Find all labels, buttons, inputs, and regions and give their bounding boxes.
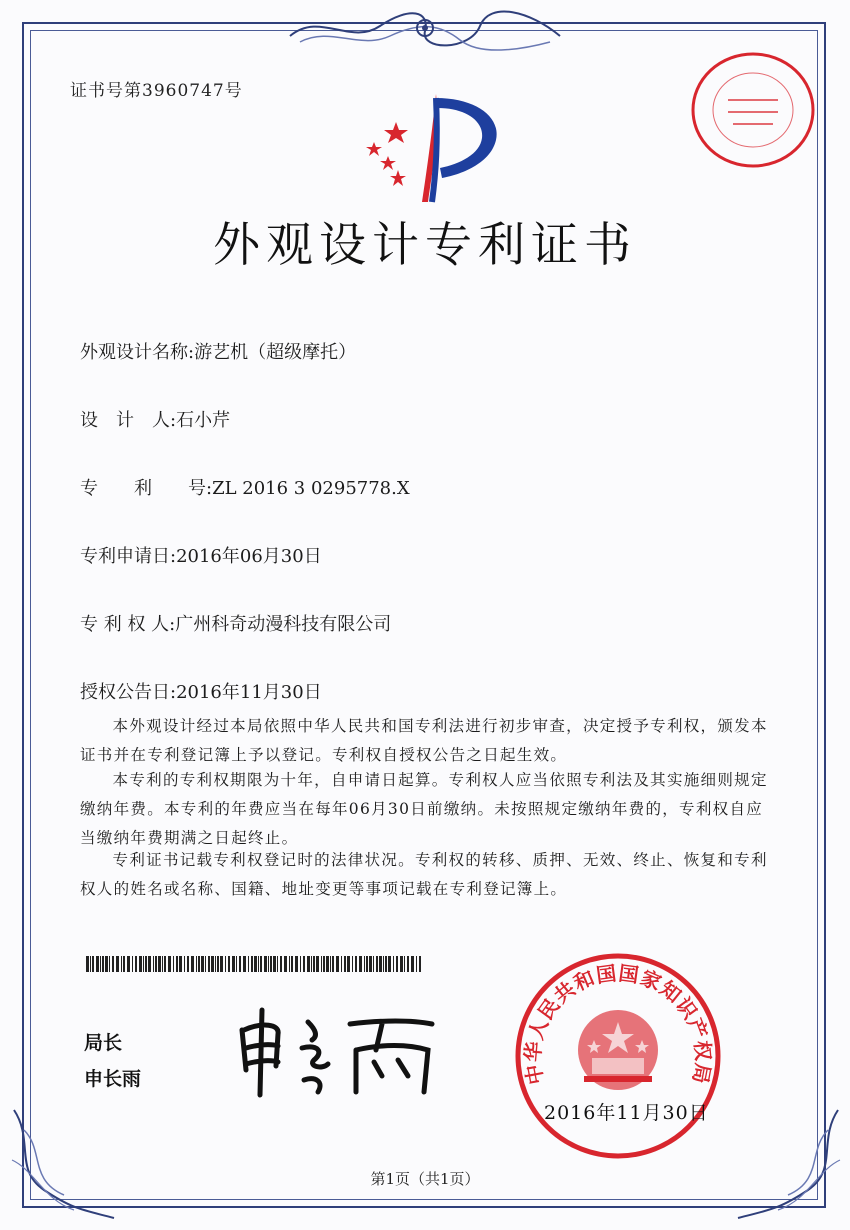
design-name-label: 外观设计名称: <box>80 342 195 363</box>
barcode-bar <box>258 956 259 972</box>
barcode-bar <box>145 956 147 972</box>
barcode-bar <box>379 956 382 972</box>
barcode-bar <box>366 956 368 972</box>
barcode-bar <box>121 956 122 972</box>
barcode-icon <box>86 956 426 972</box>
barcode-bar <box>109 956 110 972</box>
barcode-bar <box>139 956 142 972</box>
barcode-bar <box>105 956 108 972</box>
svg-text:中华人民共和国国家知识产权局: 中华人民共和国国家知识产权局 <box>520 960 716 1087</box>
barcode-bar <box>232 956 235 972</box>
barcode-bar <box>243 956 246 972</box>
barcode-bar <box>295 956 298 972</box>
page-indicator: 第1页（共1页） <box>370 1170 480 1188</box>
barcode-bar <box>96 956 99 972</box>
barcode-bar <box>373 956 374 972</box>
barcode-bar <box>236 956 237 972</box>
barcode-bar <box>419 956 421 972</box>
barcode-bar <box>135 956 137 972</box>
barcode-bar <box>148 956 151 972</box>
barcode-bar <box>220 956 223 972</box>
barcode-bar <box>196 956 197 972</box>
barcode-bar <box>100 956 101 972</box>
filing-date-field <box>80 542 322 568</box>
signatory-name: 申长雨 <box>84 1068 142 1090</box>
barcode-bar <box>191 956 194 972</box>
patent-number-label: 专 利 号: <box>80 478 213 499</box>
bottom-right-ornament-icon <box>730 1100 848 1226</box>
barcode-bar <box>273 956 276 972</box>
design-name-field <box>80 338 356 364</box>
barcode-bar <box>127 956 130 972</box>
barcode-bar <box>184 956 185 972</box>
barcode-bar <box>143 956 144 972</box>
barcode-bar <box>92 956 94 972</box>
barcode-bar <box>332 956 334 972</box>
barcode-bar <box>90 956 91 972</box>
barcode-bar <box>211 956 214 972</box>
barcode-bar <box>116 956 119 972</box>
barcode-bar <box>323 956 325 972</box>
agent-seal-icon <box>688 50 818 170</box>
barcode-bar <box>364 956 365 972</box>
barcode-bar <box>369 956 372 972</box>
barcode-bar <box>254 956 257 972</box>
barcode-bar <box>251 956 253 972</box>
barcode-bar <box>355 956 357 972</box>
barcode-bar <box>112 956 114 972</box>
patent-number-value: ZL 2016 3 0295778.X <box>212 478 410 499</box>
grant-date-label: 授权公告日: <box>80 682 177 703</box>
barcode-bar <box>400 956 403 972</box>
barcode-bar <box>198 956 200 972</box>
barcode-bar <box>388 956 391 972</box>
barcode-bar <box>123 956 125 972</box>
barcode-bar <box>153 956 154 972</box>
barcode-bar <box>268 956 269 972</box>
barcode-bar <box>284 956 287 972</box>
barcode-bar <box>155 956 157 972</box>
patentee-value: 广州科奇动漫科技有限公司 <box>175 614 392 635</box>
barcode-bar <box>313 956 315 972</box>
barcode-bar <box>225 956 226 972</box>
barcode-bar <box>248 956 249 972</box>
grant-date-field <box>80 678 322 704</box>
office-seal-icon <box>512 950 724 1162</box>
body-paragraph-3: 专利证书记载专利权登记时的法律状况。专利权的转移、质押、无效、终止、恢复和专利权人的姓名或名称、国籍、地址变更等事项记载在专利登记簿上。 <box>80 851 768 898</box>
barcode-bar <box>208 956 210 972</box>
barcode-bar <box>215 956 216 972</box>
barcode-bar <box>173 956 174 972</box>
top-ornament-icon <box>280 6 570 54</box>
barcode-bar <box>307 956 310 972</box>
certificate-number: 证书号第3960747号 <box>70 81 243 101</box>
barcode-bar <box>205 956 206 972</box>
barcode-bar <box>132 956 133 972</box>
barcode-bar <box>162 956 163 972</box>
barcode-bar <box>383 956 384 972</box>
barcode-bar <box>330 956 331 972</box>
certificate-title: 外观设计专利证书 <box>213 218 637 273</box>
barcode-bar <box>376 956 378 972</box>
design-name-value: 游艺机（超级摩托） <box>194 342 357 363</box>
barcode-bar <box>411 956 414 972</box>
barcode-bar <box>326 956 329 972</box>
patent-number-field <box>80 474 410 500</box>
body-paragraph-1: 本外观设计经过本局依照中华人民共和国专利法进行初步审查，决定授予专利权，颁发本证书并在专利登记簿上予以登记。专利权自授权公告之日起生效。 <box>80 717 768 764</box>
barcode-bar <box>396 956 398 972</box>
barcode-bar <box>289 956 290 972</box>
designer-label: 设 计 人: <box>80 410 177 431</box>
barcode-bar <box>158 956 161 972</box>
barcode-bar <box>277 956 278 972</box>
barcode-bar <box>86 956 89 972</box>
seal-date: 2016年11月30日 <box>544 1102 709 1124</box>
barcode-bar <box>291 956 293 972</box>
patentee-label: 专 利 权 人: <box>80 614 176 635</box>
barcode-bar <box>385 956 387 972</box>
barcode-bar <box>217 956 219 972</box>
bottom-left-ornament-icon <box>4 1100 124 1226</box>
barcode-bar <box>300 956 301 972</box>
barcode-bar <box>264 956 267 972</box>
designer-field <box>80 406 230 432</box>
barcode-bar <box>260 956 262 972</box>
barcode-bar <box>168 956 171 972</box>
barcode-bar <box>176 956 178 972</box>
barcode-bar <box>228 956 230 972</box>
grant-date-value: 2016年11月30日 <box>176 682 322 703</box>
barcode-bar <box>321 956 322 972</box>
barcode-bar <box>416 956 417 972</box>
barcode-bar <box>311 956 312 972</box>
patentee-field <box>80 610 391 636</box>
barcode-bar <box>359 956 362 972</box>
barcode-bar <box>341 956 342 972</box>
barcode-bar <box>303 956 305 972</box>
barcode-bar <box>201 956 204 972</box>
barcode-bar <box>187 956 189 972</box>
barcode-bar <box>316 956 319 972</box>
barcode-bar <box>407 956 409 972</box>
patent-office-logo-icon <box>356 92 506 204</box>
designer-value: 石小芹 <box>176 410 231 431</box>
barcode-bar <box>347 956 350 972</box>
barcode-bar <box>102 956 104 972</box>
barcode-bar <box>393 956 394 972</box>
barcode-bar <box>164 956 166 972</box>
barcode-bar <box>336 956 339 972</box>
barcode-bar <box>179 956 182 972</box>
barcode-bar <box>280 956 282 972</box>
barcode-bar <box>404 956 405 972</box>
body-paragraph-2: 本专利的专利权期限为十年，自申请日起算。专利权人应当依照专利法及其实施细则规定缴纳年费。本专利的年费应当在每年06月30日前缴纳。未按照规定缴纳年费的，专利权自应当缴纳年费期满之日起终止。 <box>80 771 768 847</box>
filing-date-label: 专利申请日: <box>80 546 177 567</box>
handwritten-signature-icon <box>232 1000 442 1100</box>
barcode-bar <box>352 956 353 972</box>
barcode-bar <box>270 956 272 972</box>
signatory-role: 局长 <box>84 1032 123 1054</box>
barcode-bar <box>344 956 346 972</box>
filing-date-value: 2016年06月30日 <box>176 546 322 567</box>
barcode-bar <box>239 956 241 972</box>
